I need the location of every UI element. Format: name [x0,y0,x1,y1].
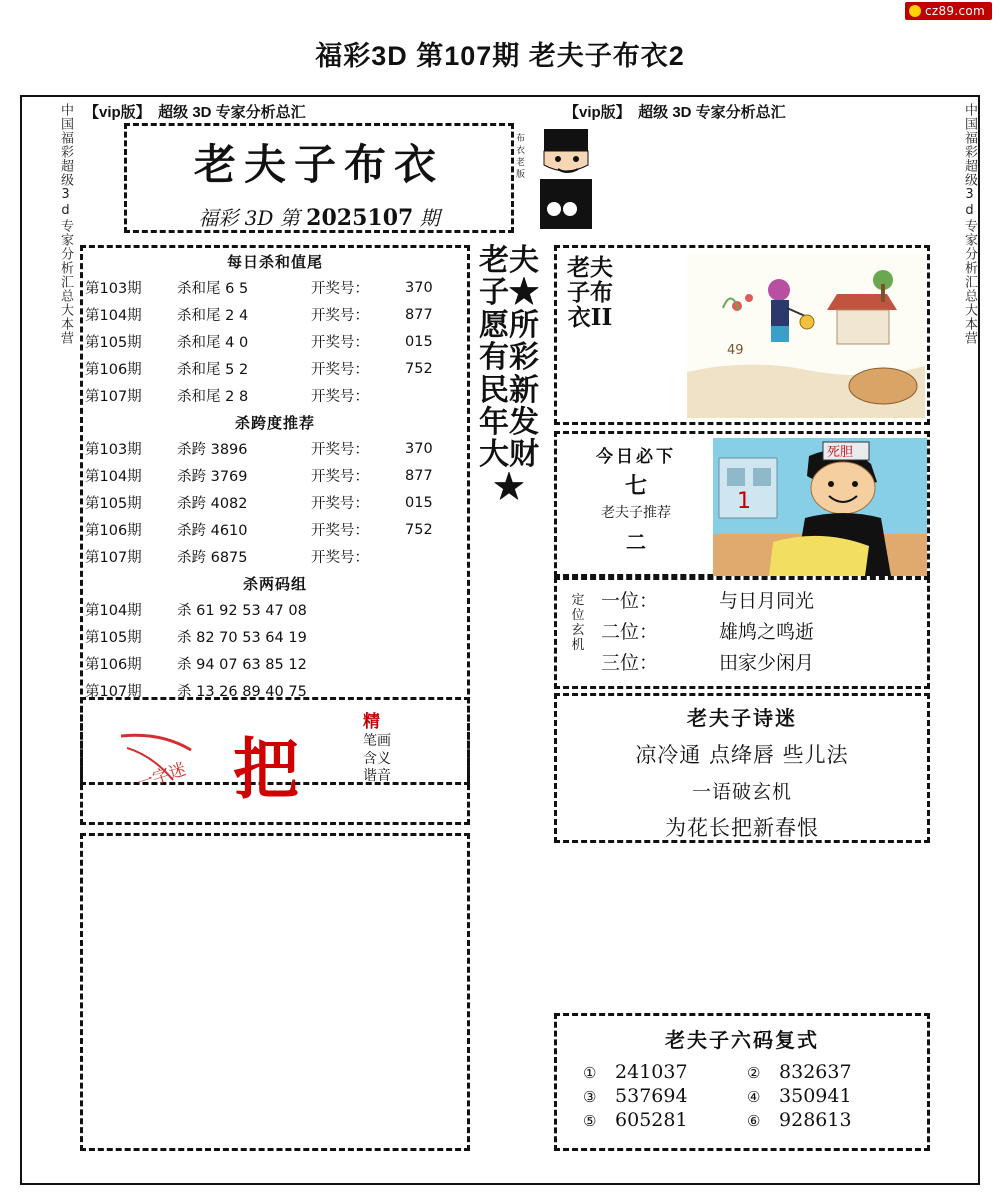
position-label: 一位： [601,590,659,612]
table-row [83,328,467,355]
table-row [83,355,467,382]
brush-mark-icon [113,728,223,806]
blank-panel [80,833,470,1151]
brand-sub-pre: 福彩 3D 第 [198,206,300,230]
issue-cell: 第103期 [85,281,142,297]
value-cell: 杀和尾 2 4 [177,308,249,324]
list-item [747,1061,901,1083]
kill-two-code-table [83,596,467,704]
draw-value-cell: 877 [405,467,433,484]
value-cell: 杀跨 6875 [177,550,248,566]
position-label: 二位： [601,621,659,643]
issue-cell: 第104期 [85,469,142,485]
poster-inner [74,97,926,1183]
svg-text:1: 1 [737,489,751,514]
riddle-box [80,697,470,825]
kill-span-title: 杀跨度推荐 [234,414,315,432]
lucky-index: ④ [747,1088,761,1106]
poem-panel [554,693,930,843]
draw-label-cell: 开奖号： [311,389,369,405]
list-item [583,1109,737,1131]
position-text: 雄鸠之鸣逝 [719,621,815,643]
issue-cell: 第104期 [85,603,142,619]
today-image [713,438,927,576]
table-row [83,516,467,543]
lucky-index: ② [747,1064,761,1082]
positions-panel [554,577,930,689]
kill-sum-tail-title: 每日杀和值尾 [226,253,323,271]
svg-text:布: 布 [516,134,526,144]
issue-cell: 第103期 [85,442,142,458]
lucky-grid [583,1061,901,1131]
value-cell: 杀和尾 6 5 [177,281,249,297]
table-row [83,301,467,328]
list-item [583,1061,737,1083]
draw-label-cell: 开奖号： [311,308,369,324]
value-cell: 杀 94 07 63 85 12 [177,657,307,673]
issue-cell: 第105期 [85,630,142,646]
riddle-note-line-1: 笔画 [363,733,391,750]
riddle-note-top: 精 [363,712,380,732]
vertical-slogan-text: 老夫子★愿所有彩民新年发大财★ [479,243,539,505]
draw-label-cell: 开奖号： [311,496,369,512]
today-title: 今日必下 [596,447,676,467]
position-row [601,646,814,677]
table-row [83,596,467,623]
kill-two-code-title: 杀两码组 [242,575,307,593]
issue-cell: 第106期 [85,362,142,378]
poem-title: 老夫子诗迷 [687,706,797,730]
site-logo[interactable] [905,2,992,20]
today-scene-icon [713,438,927,576]
side-decor-left-text: 中国福彩超级3d专家分析汇总大本营 [58,103,73,345]
poem-line-3: 为花长把新春恨 [665,816,819,840]
lucky-panel [554,1013,930,1151]
draw-value-cell: 752 [405,521,433,538]
vip-band [74,101,926,123]
today-source: 老夫子推荐 [601,505,671,521]
poster [20,95,980,1185]
draw-label-cell: 开奖号： [311,442,369,458]
draw-value-cell [403,382,467,409]
riddle-note [363,712,391,786]
table-row [83,274,467,301]
vip-label-left: 【vip版】 超级 3D 专家分析总汇 [84,104,306,121]
logo-dot-icon [909,5,921,17]
riddle-char: 把 [233,730,299,808]
table-row [83,435,467,462]
table-row [83,489,467,516]
side-decor-right [926,97,978,1183]
brand-title: 老夫子布衣 [193,140,444,189]
today-number: 七 [624,473,647,499]
table-row [83,543,467,570]
lucky-value: 537694 [615,1085,688,1107]
page-title: 福彩3D 第107期 老夫子布衣2 [315,41,685,71]
lucky-title: 老夫子六码复式 [665,1028,819,1052]
draw-value-cell: 370 [405,440,433,457]
position-label: 三位： [601,652,659,674]
list-item [747,1109,901,1131]
draw-label-cell: 开奖号： [311,469,369,485]
position-text: 与日月同光 [719,590,815,612]
positions-list [601,584,814,677]
top-bar [0,0,1000,22]
brand-issue: 2025107 [306,205,414,231]
vip-label-right: 【vip版】 超级 3D 专家分析总汇 [564,104,786,121]
draw-value-cell [403,543,467,570]
lucky-index: ① [583,1064,597,1082]
mascot-illustration [514,125,594,233]
value-cell: 杀跨 4082 [177,496,248,512]
table-row [83,462,467,489]
lucky-value: 605281 [615,1109,688,1131]
issue-cell: 第107期 [85,389,142,405]
value-cell: 杀 61 92 53 47 08 [177,603,307,619]
today-recommend [563,442,709,555]
draw-label-cell: 开奖号： [311,335,369,351]
table-row [83,623,467,650]
lucky-index: ⑥ [747,1112,761,1130]
svg-text:49: 49 [727,343,744,358]
lucky-value: 241037 [615,1061,688,1083]
table-row [83,382,467,409]
cartoon-image [687,254,925,418]
draw-value-cell: 015 [405,494,433,511]
draw-label-cell: 开奖号： [311,523,369,539]
draw-value-cell: 752 [405,360,433,377]
draw-value-cell: 370 [405,279,433,296]
issue-cell: 第105期 [85,335,142,351]
value-cell: 杀和尾 2 8 [177,389,249,405]
kill-sum-tail-table [83,274,467,409]
draw-value-cell: 015 [405,333,433,350]
vertical-slogan [478,245,540,1151]
value-cell: 杀 82 70 53 64 19 [177,630,307,646]
draw-value-cell: 877 [405,306,433,323]
issue-cell: 第105期 [85,496,142,512]
list-item [747,1085,901,1107]
svg-text:死胆: 死胆 [827,445,854,460]
cartoon-panel [554,245,930,425]
logo-text: cz89.com [924,4,985,18]
mascot-icon [514,125,594,233]
value-cell: 杀和尾 5 2 [177,362,249,378]
brand-subtitle [127,202,511,231]
value-cell: 杀跨 3769 [177,469,248,485]
draw-label-cell: 开奖号： [311,281,369,297]
brush-text: 一字迷 [133,759,189,795]
issue-cell: 第107期 [85,684,142,700]
issue-cell: 第104期 [85,308,142,324]
value-cell: 杀 13 26 89 40 75 [177,684,307,700]
svg-text:版: 版 [516,170,526,180]
riddle-note-line-2: 含义 [363,750,391,767]
side-decor-left [22,97,74,1183]
brand-box [124,123,514,233]
lucky-index: ③ [583,1088,597,1106]
position-row [601,615,814,646]
lucky-value: 350941 [779,1085,852,1107]
table-row [83,650,467,677]
draw-label-cell: 开奖号： [311,362,369,378]
position-row [601,584,814,615]
poem-line-2: 一语破玄机 [691,781,792,803]
value-cell: 杀和尾 4 0 [177,335,249,351]
issue-cell: 第106期 [85,657,142,673]
poem-line-1: 凉冷通 点绛唇 些儿法 [635,743,849,767]
value-cell: 杀跨 3896 [177,442,248,458]
svg-text:老: 老 [516,158,526,168]
draw-label-cell: 开奖号： [311,550,369,566]
issue-cell: 第106期 [85,523,142,539]
issue-cell: 第107期 [85,550,142,566]
lucky-value: 832637 [779,1061,852,1083]
today-panel [554,431,930,577]
value-cell: 杀跨 4610 [177,523,248,539]
svg-text:衣: 衣 [516,146,526,156]
list-item [583,1085,737,1107]
position-text: 田家少闲月 [719,652,815,674]
today-number-2: 二 [626,530,646,554]
kill-span-table [83,435,467,570]
lucky-value: 928613 [779,1109,852,1131]
lucky-index: ⑤ [583,1112,597,1130]
side-decor-right-text: 中国福彩超级3d专家分析汇总大本营 [962,103,977,345]
cartoon-vertical-title: 老夫子布衣II [567,254,613,331]
cartoon-scene-icon [687,254,925,418]
brand-sub-post: 期 [419,206,440,230]
riddle-note-line-3: 谐音 [363,768,391,785]
positions-vertical-label: 定位玄机 [571,593,585,653]
